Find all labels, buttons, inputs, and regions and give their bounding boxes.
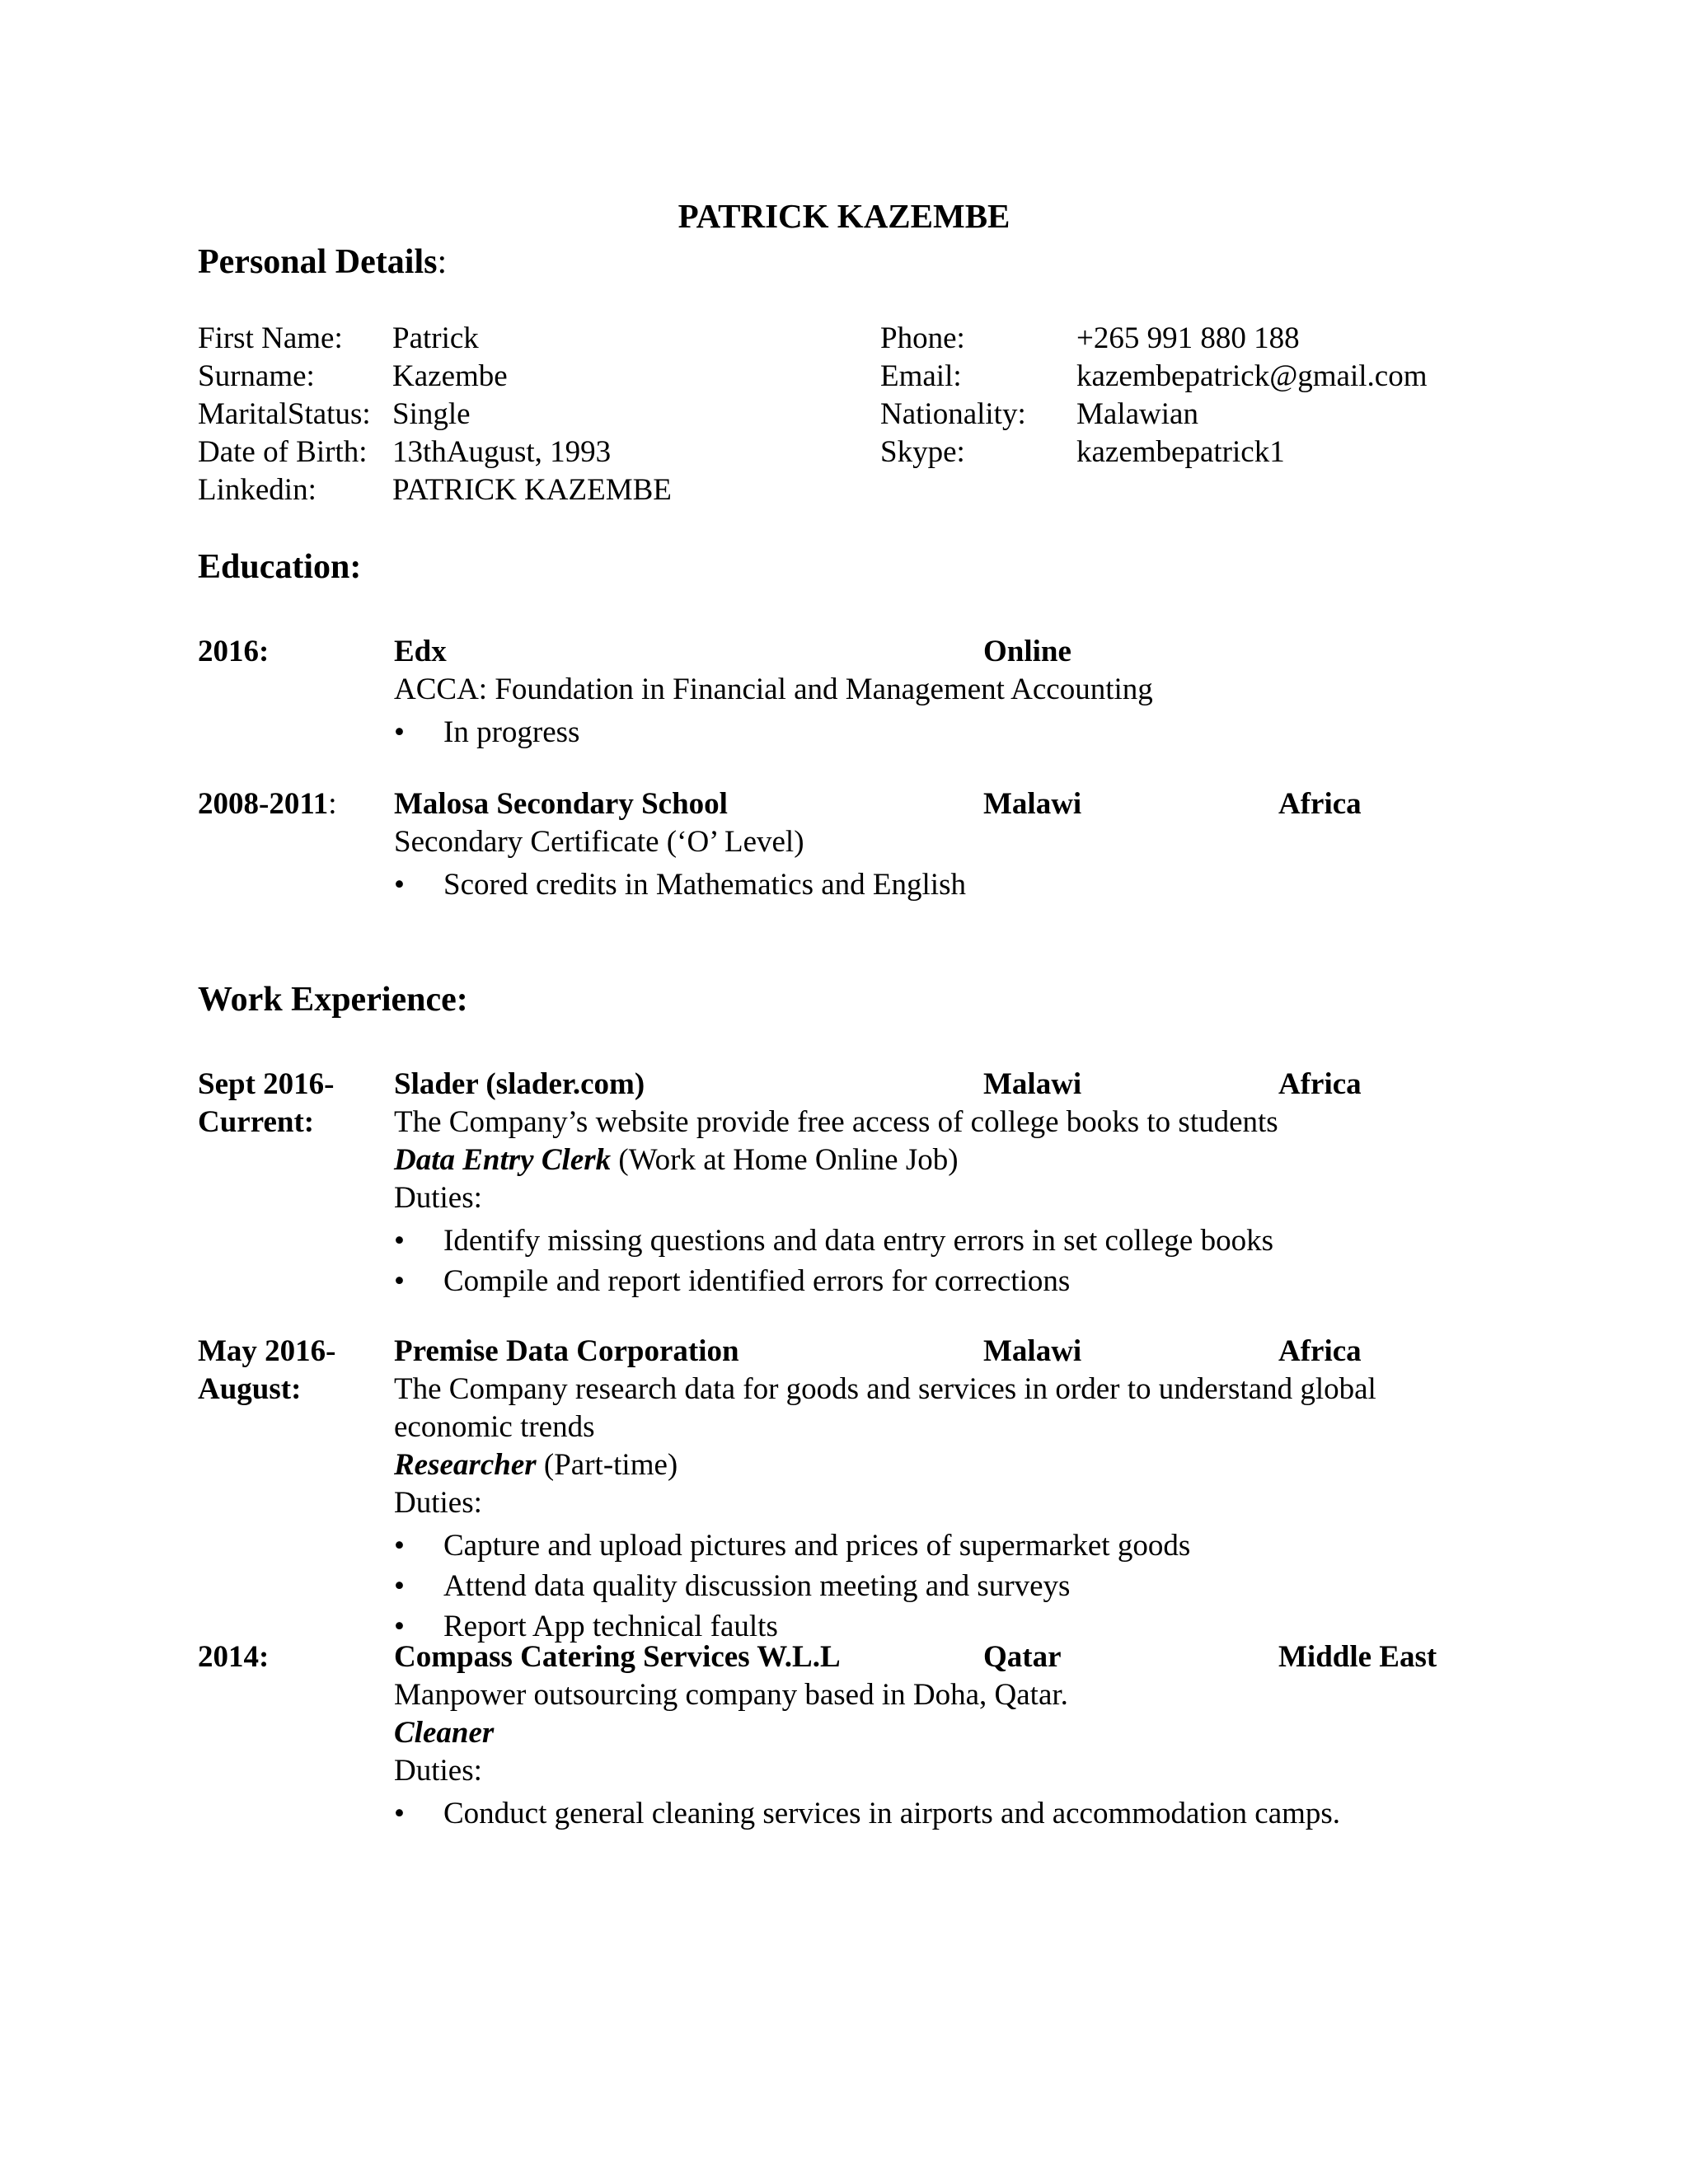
detail-label: Nationality: (880, 397, 1026, 431)
detail-value: Malawian (1076, 397, 1198, 431)
detail-label: Phone: (880, 321, 965, 355)
list-item: • Scored credits in Mathematics and English (394, 865, 1484, 905)
entry-bullets (394, 712, 1484, 752)
duties-label: Duties: (394, 1754, 482, 1788)
detail-row (198, 396, 857, 434)
entry-description: The Company research data for goods and services in order to understand global economic trends (394, 1372, 1376, 1444)
list-item: • Identify missing questions and data entry errors in set college books (394, 1221, 1484, 1261)
entry-header (394, 1333, 1484, 1371)
job-title: Researcher (394, 1448, 537, 1482)
list-item: • Compile and report identified errors for corrections (394, 1261, 1484, 1301)
entry-location: Malawi (983, 787, 1082, 821)
entry-body (394, 633, 1484, 752)
job-role (394, 1141, 1484, 1179)
entry-date-line: Sept 2016- (198, 1067, 335, 1101)
detail-row (198, 320, 857, 358)
entry-body (394, 785, 1484, 905)
entry-location: Malawi (983, 1334, 1082, 1368)
detail-value: Kazembe (392, 359, 508, 393)
entry-header (394, 633, 1484, 671)
entry-region: Africa (1278, 1334, 1362, 1368)
detail-row (198, 471, 857, 509)
personal-details-heading (198, 241, 447, 283)
detail-value: Patrick (392, 321, 479, 355)
detail-label: Date of Birth: (198, 435, 368, 469)
entry-date-suffix: : (328, 787, 337, 821)
company-name: Slader (slader.com) (394, 1067, 645, 1101)
personal-details-heading-colon: : (437, 243, 448, 281)
list-item: • In progress (394, 712, 1484, 752)
entry-region: Middle East (1278, 1640, 1437, 1674)
detail-value: PATRICK KAZEMBE (392, 473, 672, 507)
entry-region: Africa (1278, 787, 1362, 821)
duties-label: Duties: (394, 1486, 482, 1520)
entry-region: Africa (1278, 1067, 1362, 1101)
list-item: • Attend data quality discussion meeting and surveys (394, 1566, 1484, 1606)
job-role (394, 1714, 1484, 1752)
detail-value: kazembepatrick1 (1076, 435, 1285, 469)
list-item: • Conduct general cleaning services in airports and accommodation camps. (394, 1793, 1484, 1834)
work-experience-heading: Work Experience: (198, 981, 468, 1019)
company-name: Premise Data Corporation (394, 1334, 739, 1368)
entry-description: The Company’s website provide free access of college books to students (394, 1105, 1278, 1139)
detail-value: Single (392, 397, 471, 431)
list-item: • Capture and upload pictures and prices of supermarket goods (394, 1526, 1484, 1566)
detail-label: MaritalStatus: (198, 397, 371, 431)
detail-row (880, 396, 1507, 434)
entry-date-line: May 2016- (198, 1334, 336, 1368)
personal-details-left (198, 320, 857, 509)
entry-body (394, 1066, 1484, 1301)
detail-value: 13thAugust, 1993 (392, 435, 612, 469)
institution-name: Malosa Secondary School (394, 787, 728, 821)
entry-date (198, 1066, 387, 1141)
detail-label: Email: (880, 359, 962, 393)
detail-label: Linkedin: (198, 473, 316, 507)
entry-bullets (394, 1793, 1484, 1834)
detail-value: kazembepatrick@gmail.com (1076, 359, 1428, 393)
detail-row (880, 434, 1507, 471)
detail-row (880, 320, 1507, 358)
entry-body (394, 1333, 1484, 1647)
detail-label: Skype: (880, 435, 965, 469)
page-title: PATRICK KAZEMBE (678, 197, 1010, 235)
entry-date: 2016: (198, 635, 270, 668)
entry-location: Online (983, 635, 1071, 668)
detail-label: First Name: (198, 321, 343, 355)
entry-date-line: August: (198, 1372, 302, 1406)
detail-label: Surname: (198, 359, 315, 393)
entry-bullets (394, 865, 1484, 905)
entry-body (394, 1638, 1484, 1834)
entry-description: ACCA: Foundation in Financial and Management Accounting (394, 673, 1153, 706)
entry-date-line: Current: (198, 1105, 315, 1139)
entry-date (198, 1638, 387, 1676)
duties-label: Duties: (394, 1181, 482, 1215)
entry-header (394, 785, 1484, 823)
entry-description: Manpower outsourcing company based in Doha, Qatar. (394, 1678, 1068, 1712)
list-item: • Report App technical faults (394, 1606, 1484, 1647)
institution-name: Edx (394, 635, 447, 668)
job-title: Cleaner (394, 1716, 495, 1750)
detail-value: +265 991 880 188 (1076, 321, 1300, 355)
job-title: Data Entry Clerk (394, 1143, 612, 1177)
entry-date (198, 785, 387, 823)
entry-bullets (394, 1526, 1484, 1647)
job-note: (Work at Home Online Job) (611, 1143, 959, 1177)
personal-details-heading-text: Personal Details (198, 243, 438, 281)
detail-row (198, 358, 857, 396)
education-heading: Education: (198, 548, 362, 586)
job-role (394, 1446, 1484, 1484)
detail-row (198, 434, 857, 471)
detail-row (880, 358, 1507, 396)
personal-details-right (880, 320, 1507, 471)
entry-location: Qatar (983, 1640, 1062, 1674)
entry-bullets (394, 1221, 1484, 1301)
entry-date (198, 1333, 387, 1408)
entry-header (394, 1638, 1484, 1676)
entry-description: Secondary Certificate (‘O’ Level) (394, 825, 804, 859)
entry-location: Malawi (983, 1067, 1082, 1101)
entry-date-line: 2014: (198, 1640, 270, 1674)
entry-date-text: 2008-2011 (198, 787, 329, 821)
entry-header (394, 1066, 1484, 1104)
job-note: (Part-time) (536, 1448, 678, 1482)
company-name: Compass Catering Services W.L.L (394, 1640, 841, 1674)
